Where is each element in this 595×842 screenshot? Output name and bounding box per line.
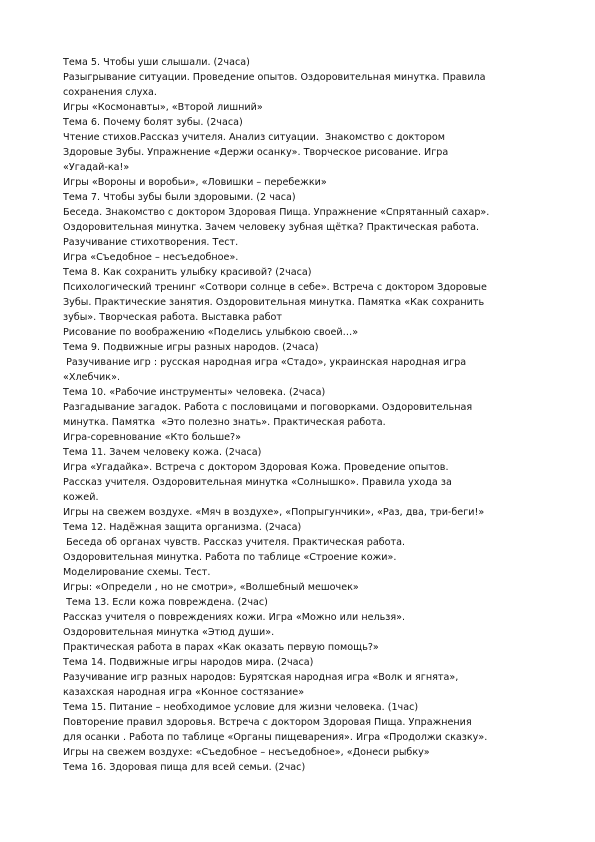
text-line: Тема 7. Чтобы зубы были здоровыми. (2 часа) (63, 192, 296, 203)
text-line: Игры «Космонавты», «Второй лишний» (63, 102, 263, 113)
text-line: для осанки . Работа по таблице «Органы пищеварения». Игра «Продолжи сказку». (63, 732, 488, 743)
text-line: Тема 5. Чтобы уши слышали. (2часа) (63, 57, 250, 68)
text-line: Игры «Вороны и воробьи», «Ловишки – перебежки» (63, 177, 327, 188)
text-line: Оздоровительная минутка. Работа по таблице «Строение кожи». (63, 552, 397, 563)
text-line: Тема 9. Подвижные игры разных народов. (2часа) (63, 342, 319, 353)
text-line: Тема 13. Если кожа повреждена. (2час) (63, 597, 268, 608)
text-line: Беседа об органах чувств. Рассказ учителя. Практическая работа. (63, 537, 406, 548)
text-line: Игры на свежем воздухе: «Съедобное – несъедобное», «Донеси рыбку» (63, 747, 430, 758)
text-line: Повторение правил здоровья. Встреча с доктором Здоровая Пища. Упражнения (63, 717, 472, 728)
text-line: Практическая работа в парах «Как оказать первую помощь?» (63, 642, 379, 653)
text-line: Тема 12. Надёжная защита организма. (2часа) (63, 522, 302, 533)
text-line: Тема 15. Питание – необходимое условие для жизни человека. (1час) (63, 702, 419, 713)
text-line: кожей. (63, 492, 99, 503)
text-line: Игра «Съедобное – несъедобное». (63, 252, 239, 263)
text-line: Чтение стихов.Рассказ учителя. Анализ ситуации. Знакомство с доктором (63, 132, 445, 143)
text-line: Игра «Угадайка». Встреча с доктором Здоровая Кожа. Проведение опытов. (63, 462, 449, 473)
text-line: Рисование по воображению «Поделись улыбкою своей…» (63, 327, 359, 338)
text-line: зубы». Творческая работа. Выставка работ (63, 312, 282, 323)
text-line: казахская народная игра «Конное состязание» (63, 687, 305, 698)
text-line: Игры на свежем воздухе. «Мяч в воздухе», «Попрыгунчики», «Раз, два, три-беги!» (63, 507, 485, 518)
text-line: Разучивание игр : русская народная игра «Стадо», украинская народная игра (63, 357, 467, 368)
text-line: «Угадай-ка!» (63, 162, 130, 173)
text-line: Психологический тренинг «Сотвори солнце в себе». Встреча с доктором Здоровые (63, 282, 487, 293)
text-line: Тема 8. Как сохранить улыбку красивой? (2часа) (63, 267, 312, 278)
text-line: Беседа. Знакомство с доктором Здоровая Пища. Упражнение «Спрятанный сахар». (63, 207, 490, 218)
text-line: Оздоровительная минутка «Этюд души». (63, 627, 275, 638)
text-line: Рассказ учителя о повреждениях кожи. Игра «Можно или нельзя». (63, 612, 406, 623)
text-line: Разгадывание загадок. Работа с пословицами и поговорками. Оздоровительная (63, 402, 473, 413)
text-line: Оздоровительная минутка. Зачем человеку зубная щётка? Практическая работа. (63, 222, 479, 233)
text-line: Разучивание игр разных народов: Бурятская народная игра «Волк и ягнята», (63, 672, 459, 683)
text-line: минутка. Памятка «Это полезно знать». Практическая работа. (63, 417, 386, 428)
document-text (63, 55, 563, 775)
text-line: Тема 11. Зачем человеку кожа. (2часа) (63, 447, 262, 458)
text-line: Разучивание стихотворения. Тест. (63, 237, 239, 248)
text-line: Тема 10. «Рабочие инструменты» человека. (2часа) (63, 387, 326, 398)
text-line: Тема 14. Подвижные игры народов мира. (2часа) (63, 657, 314, 668)
text-line: Моделирование схемы. Тест. (63, 567, 211, 578)
text-line: Тема 16. Здоровая пища для всей семьи. (2час) (63, 762, 306, 773)
text-line: Игра-соревнование «Кто больше?» (63, 432, 241, 443)
text-line: Здоровые Зубы. Упражнение «Держи осанку». Творческое рисование. Игра (63, 147, 449, 158)
text-line: Разыгрывание ситуации. Проведение опытов. Оздоровительная минутка. Правила (63, 72, 486, 83)
text-line: Зубы. Практические занятия. Оздоровительная минутка. Памятка «Как сохранить (63, 297, 485, 308)
text-line: Рассказ учителя. Оздоровительная минутка «Солнышко». Правила ухода за (63, 477, 452, 488)
text-line: «Хлебчик». (63, 372, 121, 383)
text-line: Тема 6. Почему болят зубы. (2часа) (63, 117, 243, 128)
text-line: Игры: «Определи , но не смотри», «Волшебный мешочек» (63, 582, 359, 593)
text-line: сохранения слуха. (63, 87, 157, 98)
